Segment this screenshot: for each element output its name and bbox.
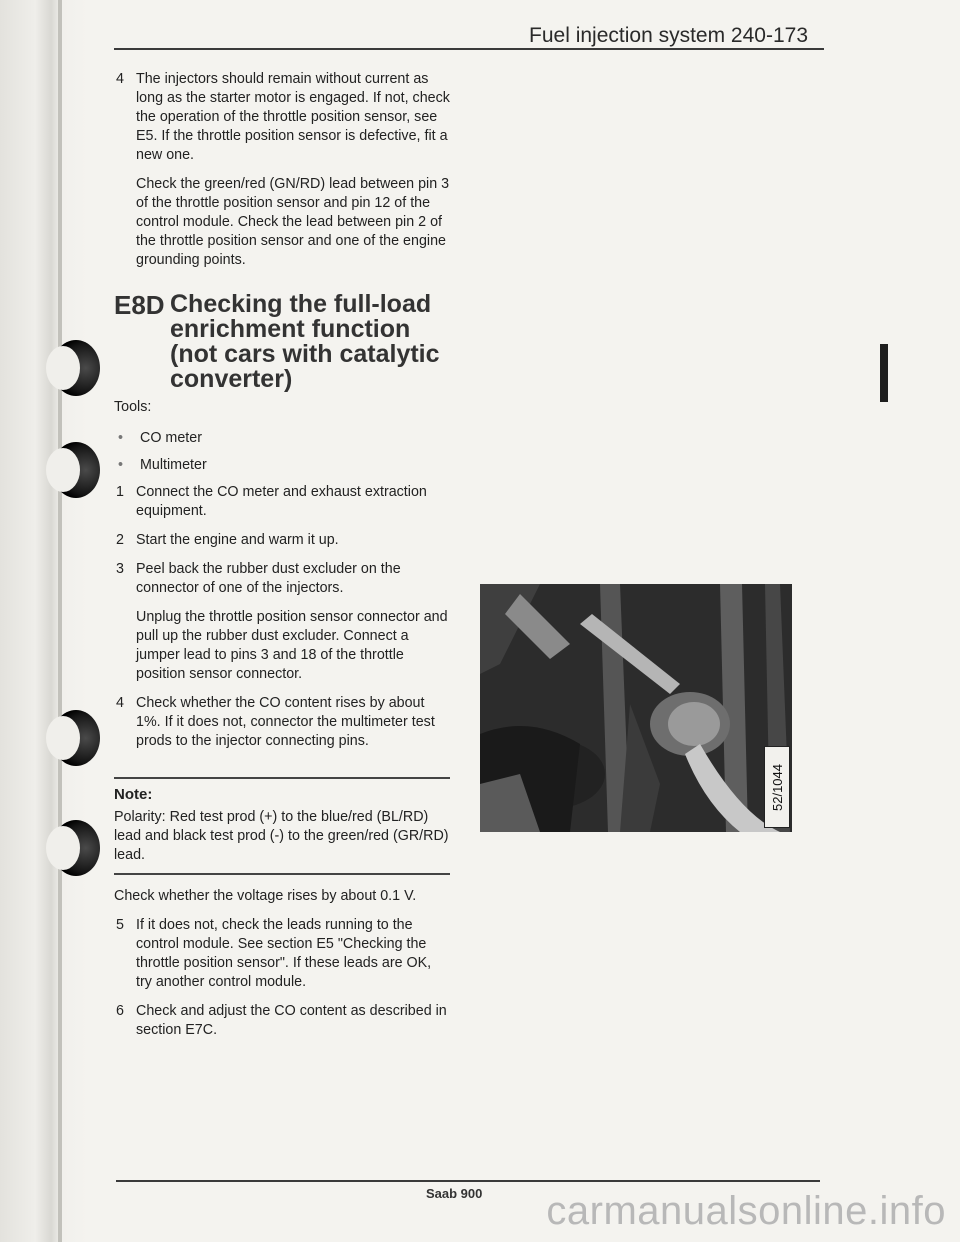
unplug-paragraph: Unplug the throttle position sensor connector and pull up the rubber dust excluder. Connect a jumper lead to pins 3 and 18 of the throttle position sensor connector. (136, 609, 448, 682)
note-label: Note: (114, 786, 153, 803)
section-heading (114, 292, 450, 392)
section-title: Checking the full-load enrichment function (not cars with catalytic converter) (170, 290, 440, 393)
photo-illustration (480, 584, 792, 832)
punch-hole (46, 440, 98, 500)
main-column (114, 70, 450, 1050)
step-number: 1 (116, 484, 124, 500)
intro-paragraph: Check the green/red (GN/RD) lead between pin 3 of the throttle position sensor and pin 12 of the control module. Check the lead between pin 2 of the throttle position sensor and one of the engine grounding points. (136, 176, 450, 268)
note-box (114, 777, 450, 875)
step (114, 483, 450, 521)
step-text: If it does not, check the leads running to the control module. See section E5 "Checking the throttle position sensor". If these leads are OK, try another control module. (136, 917, 432, 990)
intro-step (114, 70, 450, 165)
step (114, 1002, 450, 1040)
binding-margin (0, 0, 88, 1242)
tool-item: CO meter (140, 430, 202, 446)
tool-item: Multimeter (140, 457, 207, 473)
binding-line (58, 0, 62, 1242)
punch-hole (46, 708, 98, 768)
step-number: 4 (116, 71, 124, 87)
step-number: 6 (116, 1003, 124, 1019)
voltage-check: Check whether the voltage rises by about 0.1 V. (114, 888, 417, 904)
figure-code (764, 746, 790, 828)
bullet-icon: • (118, 430, 124, 446)
footer-rule (116, 1180, 820, 1182)
footer-text: Saab 900 (426, 1186, 483, 1201)
running-head: Fuel injection system 240-173 (529, 24, 808, 47)
step-text: Check and adjust the CO content as described in section E7C. (136, 1003, 447, 1038)
watermark-text: carmanualsonline.info (546, 1189, 946, 1233)
step-number: 2 (116, 532, 124, 548)
step (114, 531, 450, 550)
bullet-icon: • (118, 457, 124, 473)
section-code: E8D (114, 290, 165, 320)
step (114, 694, 450, 751)
figure-code-text: 52/1044 (769, 763, 785, 811)
step-number: 4 (116, 695, 124, 711)
step (114, 560, 450, 598)
step-text: Check whether the CO content rises by about 1%. If it does not, connector the multimeter test prods to the injector connecting pins. (136, 695, 435, 749)
step-text: Peel back the rubber dust excluder on the connector of one of the injectors. (136, 561, 401, 596)
tools-label: Tools: (114, 399, 152, 415)
step-text: Start the engine and warm it up. (136, 532, 339, 548)
step-text: The injectors should remain without current as long as the starter motor is engaged. If not, check the operation of the throttle position sensor, see E5. If the throttle position sensor is defective, fit a new one. (136, 71, 450, 163)
step-text: Connect the CO meter and exhaust extraction equipment. (136, 484, 427, 519)
list-item (114, 429, 450, 448)
list-item (114, 456, 450, 475)
step (114, 916, 450, 992)
punch-hole (46, 338, 98, 398)
section-tab-marker (880, 344, 888, 402)
step-number: 5 (116, 917, 124, 933)
engine-photo (480, 584, 792, 832)
note-text: Polarity: Red test prod (+) to the blue/red (BL/RD) lead and black test prod (-) to the green/red (GR/RD) lead. (114, 809, 449, 863)
step-number: 3 (116, 561, 124, 577)
header-rule (114, 48, 824, 50)
punch-hole (46, 818, 98, 878)
